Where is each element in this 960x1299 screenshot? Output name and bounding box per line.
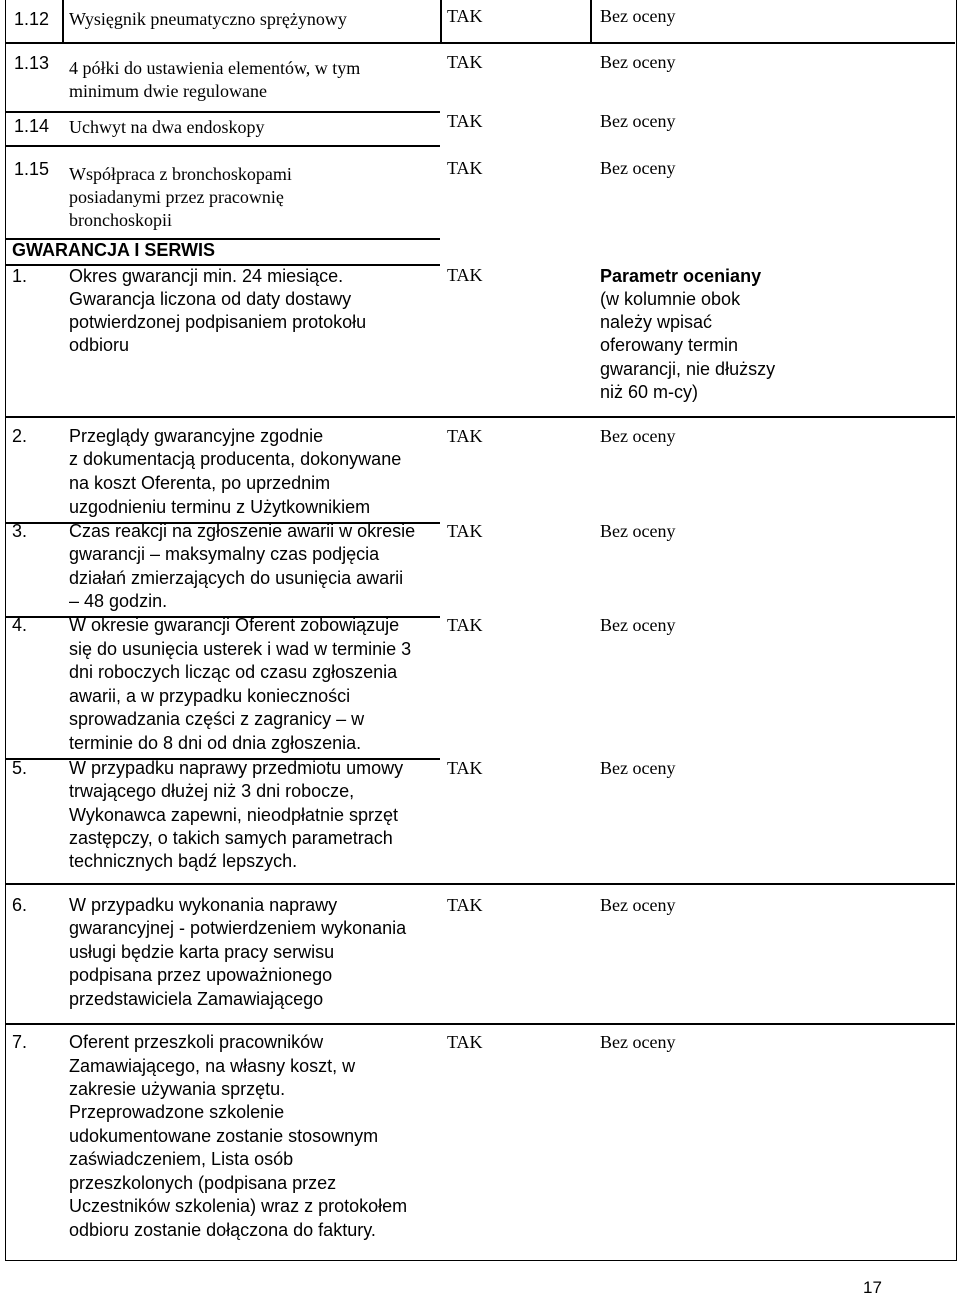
row-divider bbox=[5, 145, 440, 147]
row-description: – 48 godzin. bbox=[69, 591, 168, 611]
row-description: się do usunięcia usterek i wad w terminie 3 bbox=[69, 639, 412, 659]
row-description: W przypadku naprawy przedmiotu umowy bbox=[69, 758, 404, 778]
row-description: terminie do 8 dni od dnia zgłoszenia. bbox=[69, 733, 362, 753]
row-number: 4. bbox=[12, 615, 28, 635]
row-description: gwarancji – maksymalny czas podjęcia bbox=[69, 544, 380, 564]
row-description: odbioru bbox=[69, 335, 130, 355]
tak-value: TAK bbox=[447, 615, 483, 635]
row-description: awarii, a w przypadku konieczności bbox=[69, 686, 351, 706]
row-description: Wysięgnik pneumatyczno sprężynowy bbox=[69, 9, 347, 29]
row-description: odbioru zostanie dołączona do faktury. bbox=[69, 1220, 376, 1240]
row-number: 6. bbox=[12, 895, 28, 915]
row-description: Przeglądy gwarancyjne zgodnie bbox=[69, 426, 324, 446]
tak-value: TAK bbox=[447, 758, 483, 778]
row-description: potwierdzonej podpisaniem protokołu bbox=[69, 312, 367, 332]
tak-value: TAK bbox=[447, 521, 483, 541]
row-description: Współpraca z bronchoskopami bbox=[69, 164, 292, 184]
row-description: z dokumentacją producenta, dokonywane bbox=[69, 449, 402, 469]
row-description: technicznych bądź lepszych. bbox=[69, 851, 298, 871]
row-description: Czas reakcji na zgłoszenie awarii w okresie bbox=[69, 521, 416, 541]
row-number: 1. bbox=[12, 266, 28, 286]
row-description: W okresie gwarancji Oferent zobowiązuje bbox=[69, 615, 400, 635]
column-divider bbox=[62, 0, 64, 42]
row-description: zastępczy, o takich samych parametrach bbox=[69, 828, 393, 848]
section-heading: GWARANCJA I SERWIS bbox=[12, 240, 216, 260]
page-number: 17 bbox=[863, 1278, 882, 1297]
rating-value: Bez oceny bbox=[600, 52, 676, 72]
row-number: 1.15 bbox=[14, 159, 50, 179]
row-description: usługi będzie karta pracy serwisu bbox=[69, 942, 335, 962]
row-number: 5. bbox=[12, 758, 28, 778]
row-description: przeszkolonych (podpisana przez bbox=[69, 1173, 337, 1193]
row-description: udokumentowane zostanie stosownym bbox=[69, 1126, 379, 1146]
row-description: zakresie używania sprzętu. bbox=[69, 1079, 286, 1099]
tak-value: TAK bbox=[447, 52, 483, 72]
row-description: Przeprowadzone szkolenie bbox=[69, 1102, 285, 1122]
rating-note: gwarancji, nie dłuższy bbox=[600, 359, 776, 379]
row-divider bbox=[5, 416, 955, 418]
row-description: 4 półki do ustawienia elementów, w tym bbox=[69, 58, 361, 78]
row-description: Uchwyt na dwa endoskopy bbox=[69, 117, 265, 137]
tak-value: TAK bbox=[447, 1032, 483, 1052]
row-divider bbox=[5, 1023, 955, 1025]
row-description: W przypadku wykonania naprawy bbox=[69, 895, 338, 915]
row-description: na koszt Oferenta, po uprzednim bbox=[69, 473, 331, 493]
row-description: sprowadzania części z zagranicy – w bbox=[69, 709, 365, 729]
row-description: Okres gwarancji min. 24 miesiące. bbox=[69, 266, 344, 286]
row-description: zaświadczeniem, Lista osób bbox=[69, 1149, 294, 1169]
row-description: dni roboczych licząc od czasu zgłoszenia bbox=[69, 662, 398, 682]
row-divider bbox=[5, 42, 955, 44]
row-description: podpisana przez upoważnionego bbox=[69, 965, 333, 985]
row-description: działań zmierzających do usunięcia awarii bbox=[69, 568, 404, 588]
rating-note: oferowany termin bbox=[600, 335, 739, 355]
rating-value: Bez oceny bbox=[600, 521, 676, 541]
rating-note: należy wpisać bbox=[600, 312, 713, 332]
rating-value: Bez oceny bbox=[600, 6, 676, 26]
tak-value: TAK bbox=[447, 426, 483, 446]
rating-note: niż 60 m-cy) bbox=[600, 382, 699, 402]
row-description: Zamawiającego, na własny koszt, w bbox=[69, 1056, 356, 1076]
row-number: 7. bbox=[12, 1032, 28, 1052]
rating-note: (w kolumnie obok bbox=[600, 289, 741, 309]
tak-value: TAK bbox=[447, 158, 483, 178]
row-divider bbox=[5, 111, 440, 113]
row-number: 1.12 bbox=[14, 9, 50, 29]
tak-value: TAK bbox=[447, 111, 483, 131]
row-description: Oferent przeszkoli pracowników bbox=[69, 1032, 324, 1052]
row-description: Gwarancja liczona od daty dostawy bbox=[69, 289, 352, 309]
rating-value: Bez oceny bbox=[600, 615, 676, 635]
row-number: 1.13 bbox=[14, 53, 50, 73]
tak-value: TAK bbox=[447, 895, 483, 915]
row-description: Uczestników szkolenia) wraz z protokołem bbox=[69, 1196, 408, 1216]
rating-heading: Parametr oceniany bbox=[600, 266, 762, 286]
rating-value: Bez oceny bbox=[600, 426, 676, 446]
row-description: minimum dwie regulowane bbox=[69, 81, 267, 101]
rating-value: Bez oceny bbox=[600, 895, 676, 915]
column-divider bbox=[440, 0, 442, 42]
row-description: Wykonawca zapewni, nieodpłatnie sprzęt bbox=[69, 805, 399, 825]
row-number: 2. bbox=[12, 426, 28, 446]
rating-value: Bez oceny bbox=[600, 1032, 676, 1052]
row-description: uzgodnieniu terminu z Użytkownikiem bbox=[69, 497, 371, 517]
row-description: trwającego dłużej niż 3 dni robocze, bbox=[69, 781, 355, 801]
tak-value: TAK bbox=[447, 265, 483, 285]
row-description: posiadanymi przez pracownię bbox=[69, 187, 284, 207]
rating-value: Bez oceny bbox=[600, 111, 676, 131]
row-divider bbox=[5, 883, 955, 885]
rating-value: Bez oceny bbox=[600, 758, 676, 778]
row-description: gwarancyjnej - potwierdzeniem wykonania bbox=[69, 918, 407, 938]
rating-value: Bez oceny bbox=[600, 158, 676, 178]
row-number: 1.14 bbox=[14, 116, 50, 136]
row-description: przedstawiciela Zamawiającego bbox=[69, 989, 324, 1009]
row-description: bronchoskopii bbox=[69, 210, 172, 230]
column-divider bbox=[590, 0, 592, 42]
tak-value: TAK bbox=[447, 6, 483, 26]
row-number: 3. bbox=[12, 521, 28, 541]
